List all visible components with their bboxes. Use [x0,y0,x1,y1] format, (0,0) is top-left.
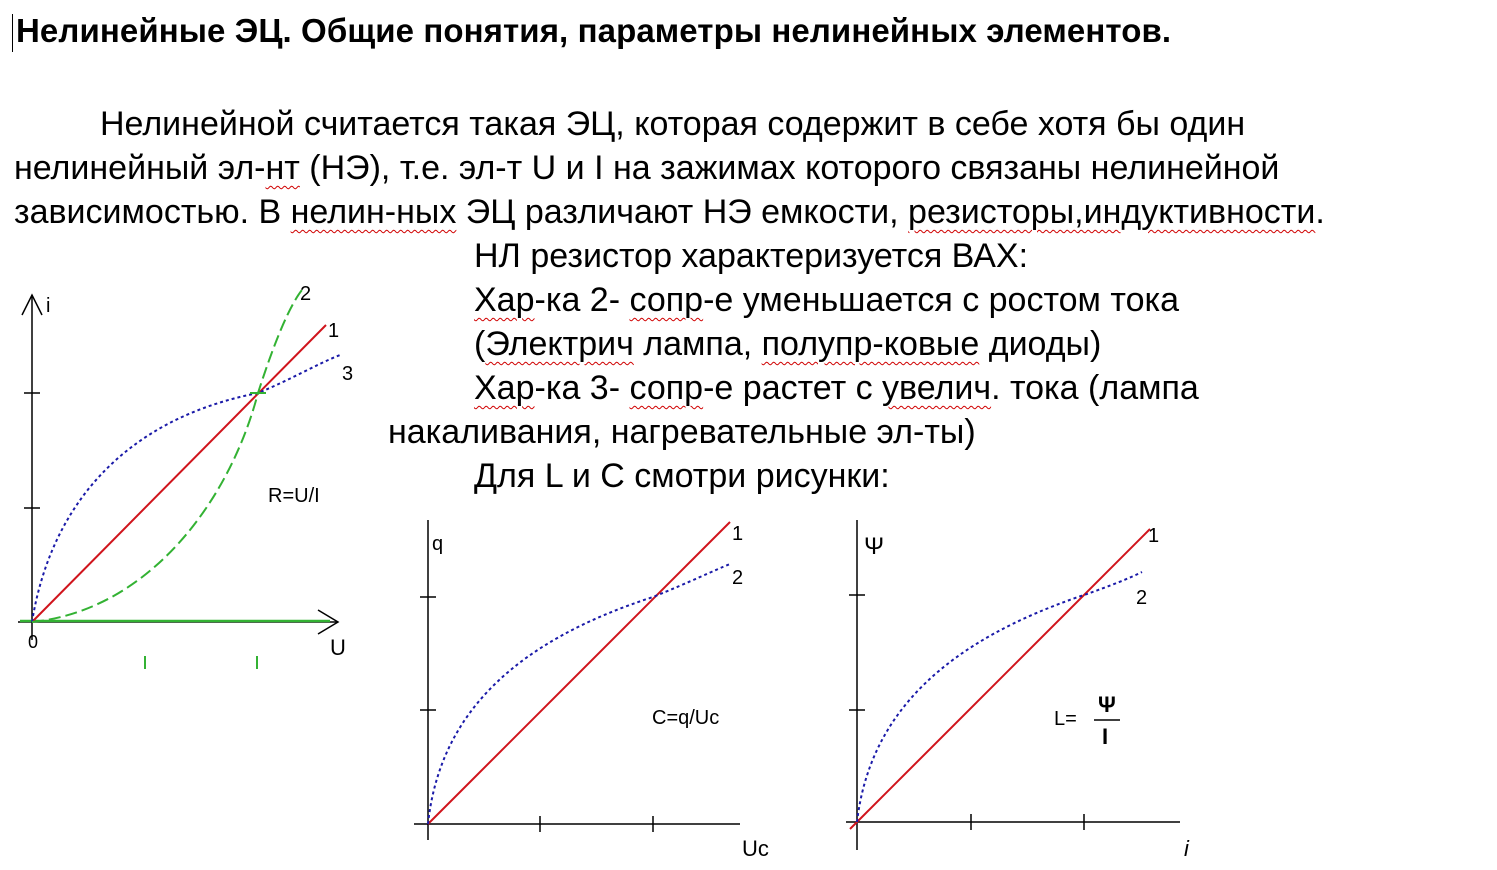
page-title: Нелинейные ЭЦ. Общие понятия, параметры нелинейных элементов. [16,12,1172,49]
intro-line-3 [14,190,1494,234]
y-axis-label: q [432,533,444,555]
curve-2-label: 2 [300,283,312,305]
graph-resistor-vax [0,270,380,690]
graph-inductance [830,510,1210,870]
curve-1-linear [850,529,1150,829]
formula-label: R=U/I [268,485,320,507]
intro-text: нелинейный эл- [14,149,266,187]
formula-label: C=q/Uc [652,707,720,729]
resistor-line-1: НЛ резистор характеризуется ВАХ: [474,237,1029,275]
formula-numerator: Ψ [1098,692,1116,717]
resistor-text: -е растет с [703,369,883,407]
formula-left: L= [1054,708,1077,730]
spelling-mark[interactable]: сопр [629,281,704,319]
resistor-line-2 [474,278,1179,322]
curve-1-linear [428,522,730,824]
curve-2-label: 2 [1136,587,1148,609]
y-axis-label: i [46,295,51,317]
intro-line-1: Нелинейной считается такая ЭЦ, которая содержит в себе хотя бы один [100,105,1246,143]
spelling-mark[interactable]: Хар [474,369,535,407]
intro-text: (НЭ), т.е. эл-т U и I на зажимах которого связаны нелинейной [299,149,1280,187]
spelling-mark[interactable]: нелин-ных [290,193,457,231]
spelling-mark[interactable]: резисторы,индуктивности [908,193,1316,231]
x-axis-label: i [1184,836,1189,861]
intro-text: зависимостью. В [14,193,291,231]
spelling-mark[interactable]: полупр-ковые [761,325,980,363]
intro-paragraph [14,102,1494,234]
x-axis-label: Uc [742,836,769,861]
resistor-text: . тока (лампа [991,369,1199,407]
spelling-mark[interactable]: сопр [629,369,704,407]
resistor-line-3 [474,322,1101,366]
resistor-text: -е уменьшается с ростом тока [703,281,1180,319]
text-cursor [12,14,13,52]
curve-1-label: 1 [328,320,340,342]
curve-1-label: 1 [732,523,744,545]
resistor-text: ( [474,325,486,363]
spelling-mark[interactable]: нт [265,149,300,187]
resistor-line-6: Для L и C смотри рисунки: [474,457,890,495]
x-axis-label: U [330,635,346,660]
y-axis-label: Ψ [864,533,885,560]
resistor-text: -ка 2- [534,281,630,319]
curve-2-concave [32,290,302,622]
spelling-mark[interactable]: Электрич [485,325,634,363]
intro-text: . [1315,193,1325,231]
resistor-text: лампа, [633,325,762,363]
origin-label: 0 [28,632,39,652]
resistor-text: диоды) [979,325,1102,363]
intro-line-2 [14,146,1494,190]
curve-2-label: 2 [732,567,744,589]
intro-text: ЭЦ различают НЭ емкости, [456,193,909,231]
curve-3-label: 3 [342,363,354,385]
resistor-text: -ка 3- [534,369,630,407]
spelling-mark[interactable]: Хар [474,281,535,319]
spelling-mark[interactable]: увелич [882,369,992,407]
graph-capacitance [400,510,790,870]
resistor-line-4 [474,366,1199,410]
resistor-line-5: накаливания, нагревательные эл-ты) [388,413,976,451]
formula-denominator: I [1102,724,1109,749]
curve-1-label: 1 [1148,525,1160,547]
curve-1-linear [32,325,326,622]
curve-2-convex [428,564,730,824]
